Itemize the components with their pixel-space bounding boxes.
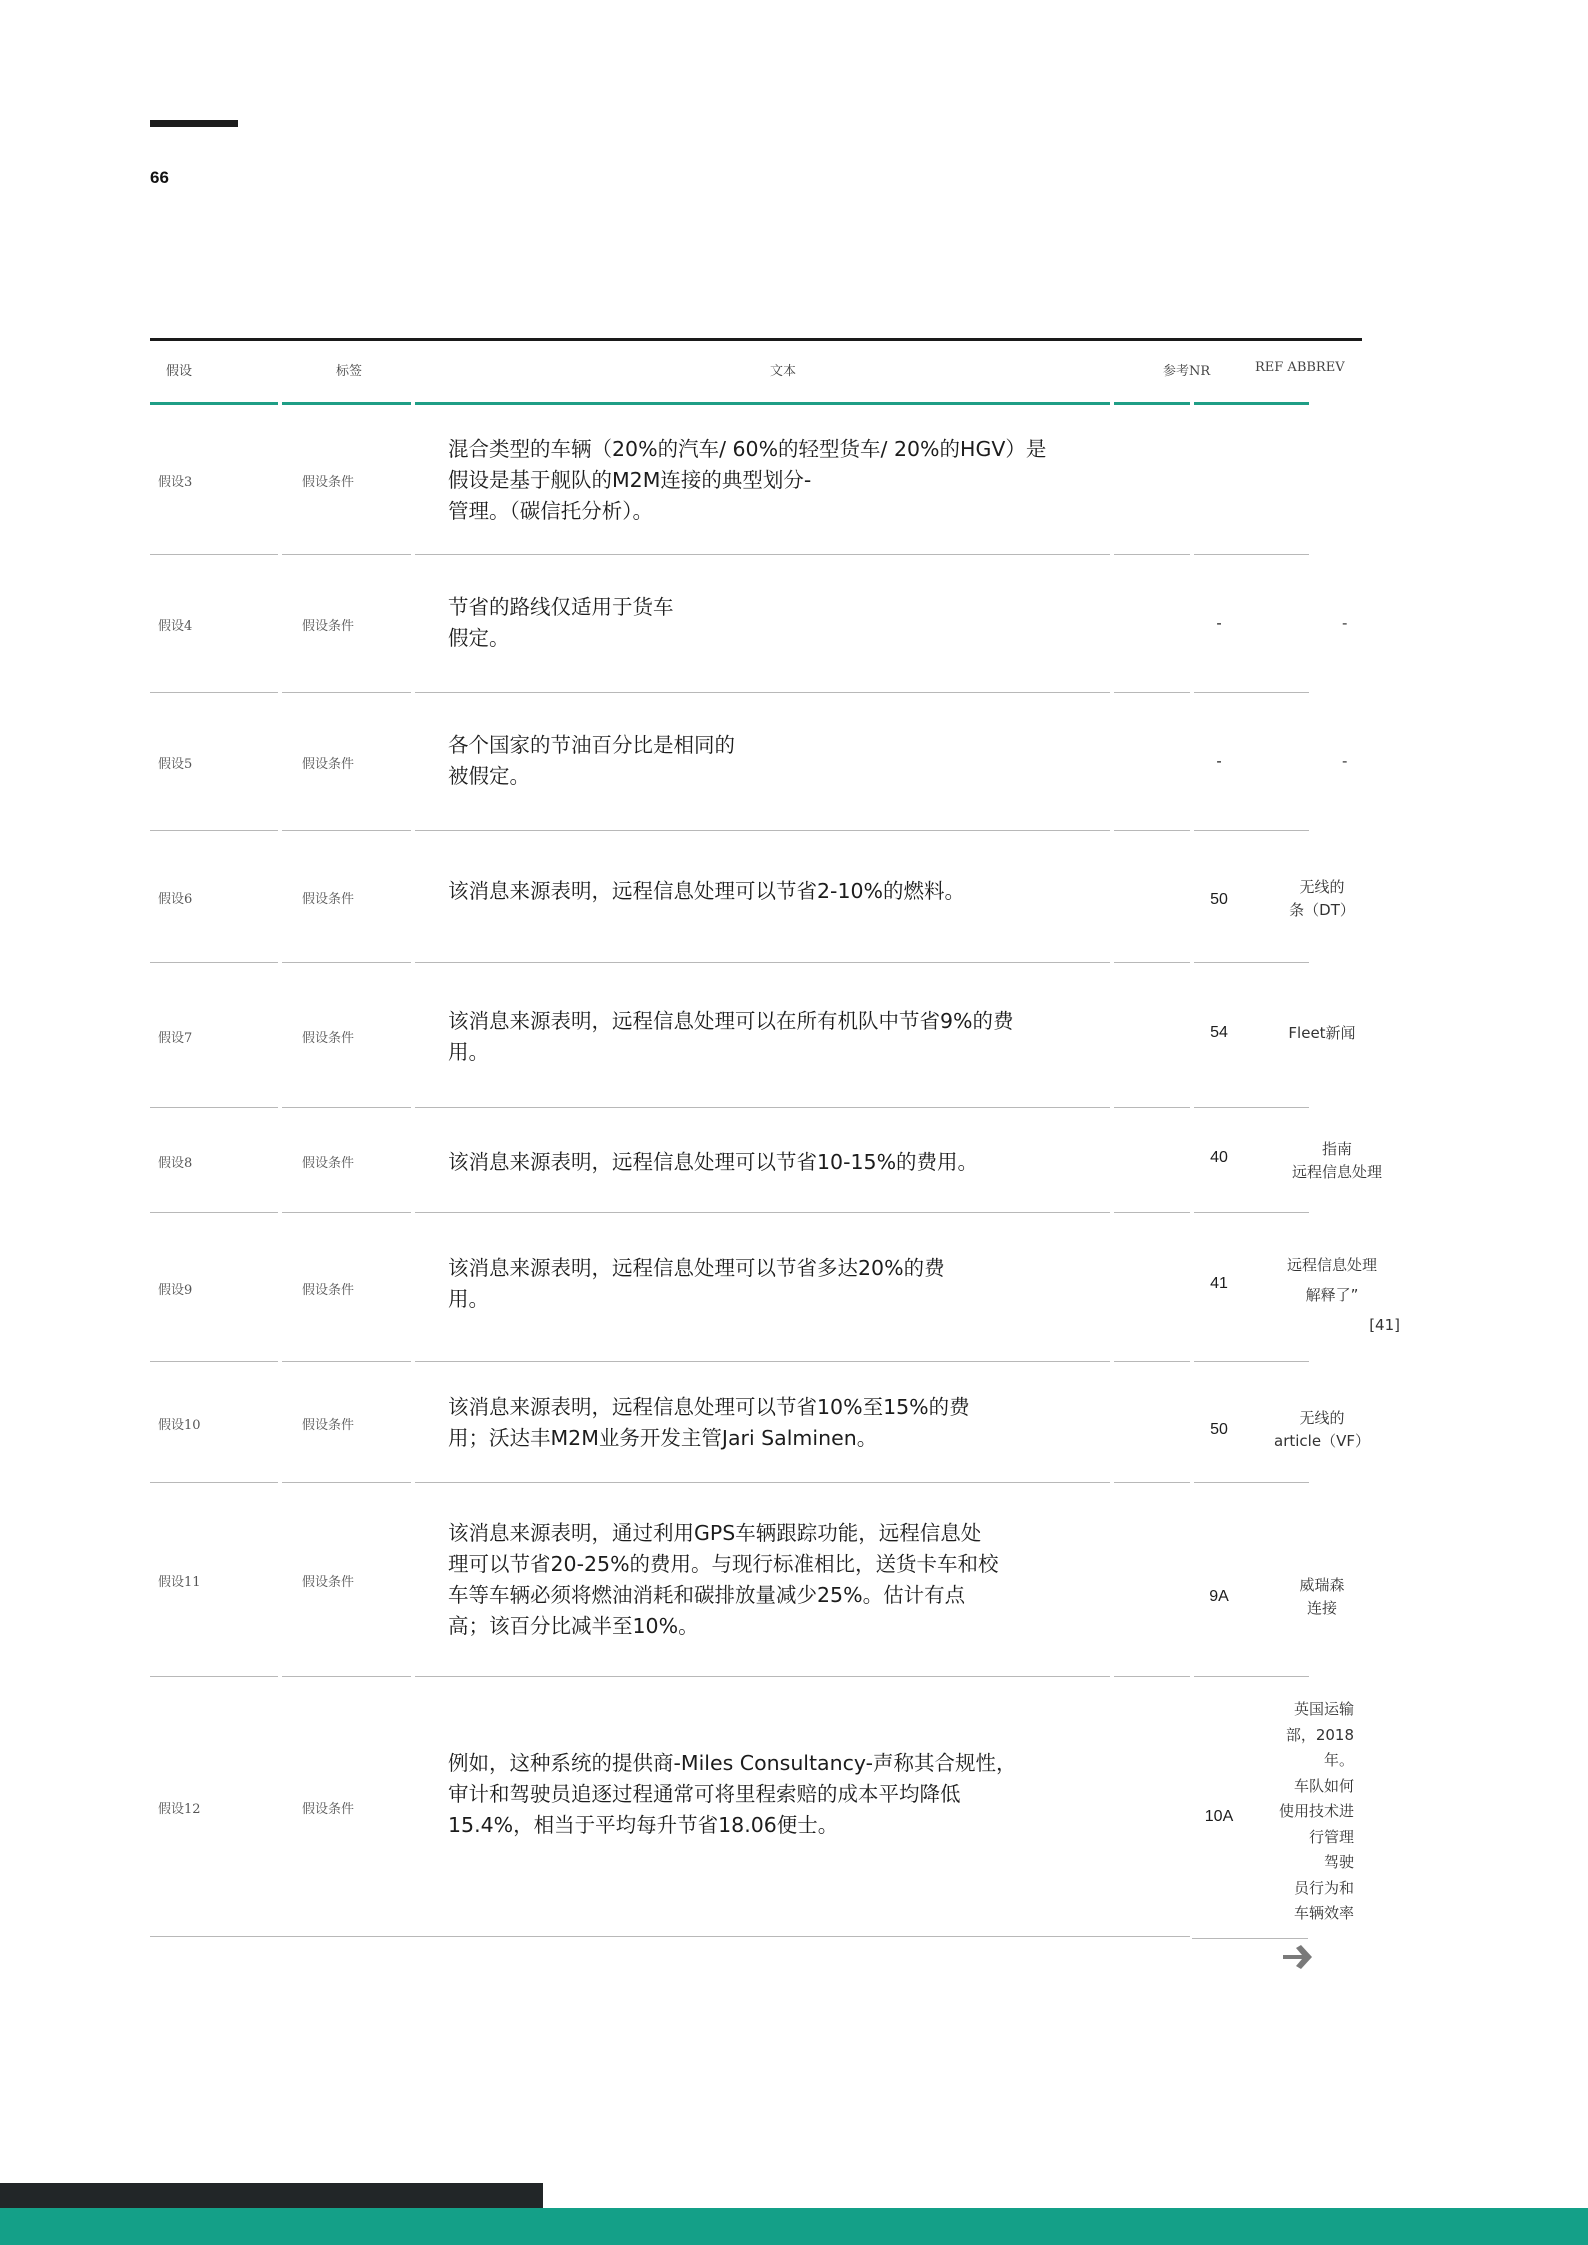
row-divider xyxy=(150,830,278,831)
row-divider xyxy=(150,554,278,555)
ref-abbrev-line: 指南 xyxy=(1321,1140,1352,1158)
row-divider xyxy=(150,1212,278,1213)
text-line: 该消息来源表明，远程信息处理可以节省多达20%的费 xyxy=(448,1256,945,1280)
ref-abbrev xyxy=(1342,750,1347,773)
row-divider xyxy=(1114,830,1190,831)
row-divider xyxy=(150,1361,278,1362)
row-divider xyxy=(150,1482,278,1483)
ref-abbrev-line: 车辆效率 xyxy=(1293,1904,1354,1922)
row-divider xyxy=(1194,554,1309,555)
text-line: 该消息来源表明，远程信息处理可以在所有机队中节省9%的费 xyxy=(448,1009,1014,1033)
ref-abbrev-line: 无线的 xyxy=(1299,878,1345,896)
assumption-text xyxy=(448,1748,1188,1841)
ref-abbrev-line: 使用技术进 xyxy=(1278,1802,1354,1820)
row-divider xyxy=(1194,1361,1309,1362)
ref-abbrev xyxy=(1262,1138,1412,1184)
ref-abbrev xyxy=(1232,1697,1354,1927)
assumption-label: 假设条件 xyxy=(302,619,355,634)
header-text: 文本 xyxy=(770,364,797,379)
assumption-text xyxy=(448,730,1188,792)
assumption-id: 假设12 xyxy=(158,1802,201,1817)
ref-abbrev-line: 远程信息处理 xyxy=(1286,1256,1377,1274)
row-divider xyxy=(1192,1938,1308,1939)
row-divider xyxy=(1194,962,1309,963)
assumption-id: 假设5 xyxy=(158,757,193,772)
header-assumption: 假设 xyxy=(166,364,193,379)
row-divider xyxy=(150,1107,278,1108)
ref-nr: - xyxy=(1216,753,1222,770)
header-underline xyxy=(1194,402,1309,405)
ref-abbrev-line: 部，2018 xyxy=(1285,1725,1354,1744)
row-divider xyxy=(282,1676,411,1677)
row-divider xyxy=(1114,1676,1190,1677)
row-divider xyxy=(415,962,1110,963)
arrow-right-icon[interactable] xyxy=(1280,1940,1314,1974)
assumption-label: 假设条件 xyxy=(302,757,355,772)
assumption-label: 假设条件 xyxy=(302,1802,355,1817)
ref-nr: 41 xyxy=(1210,1275,1228,1292)
assumption-text xyxy=(448,1392,1188,1454)
row-divider xyxy=(282,692,411,693)
ref-abbrev xyxy=(1262,1407,1382,1453)
text-line: 审计和驾驶员追逐过程通常可将里程索赔的成本平均降低 xyxy=(448,1782,961,1806)
ref-abbrev-line: article（VF） xyxy=(1274,1432,1370,1450)
assumption-id: 假设3 xyxy=(158,475,193,490)
assumption-text xyxy=(448,1147,1188,1178)
assumption-text xyxy=(448,434,1188,527)
text-line: 该消息来源表明，通过利用GPS车辆跟踪功能，远程信息处 xyxy=(448,1521,982,1545)
assumption-label: 假设条件 xyxy=(302,1575,355,1590)
ref-abbrev-line: 驾驶 xyxy=(1323,1853,1354,1871)
text-line: 各个国家的节油百分比是相同的 xyxy=(448,733,735,757)
text-line: 假定。 xyxy=(448,626,510,650)
row-divider xyxy=(415,1212,1110,1213)
ref-abbrev-line: 连接 xyxy=(1306,1599,1337,1617)
assumption-id: 假设10 xyxy=(158,1417,201,1433)
header-ref-nr: 参考NR xyxy=(1163,364,1211,379)
header-ref-abbrev: REF ABBREV xyxy=(1255,360,1345,375)
assumption-label: 假设条件 xyxy=(302,1417,355,1433)
ref-abbrev xyxy=(1262,1574,1382,1620)
assumption-id: 假设8 xyxy=(158,1155,193,1171)
text-line: 节省的路线仅适用于货车 xyxy=(448,595,674,619)
assumption-label: 假设条件 xyxy=(302,1155,355,1171)
row-divider xyxy=(1114,554,1190,555)
row-divider xyxy=(415,830,1110,831)
row-divider xyxy=(150,1936,1190,1937)
header-underline xyxy=(150,402,278,405)
assumption-id: 假设9 xyxy=(158,1282,193,1298)
row-divider xyxy=(1194,1107,1309,1108)
text-line: 用。 xyxy=(448,1040,489,1064)
ref-abbrev-line: 远程信息处理 xyxy=(1291,1163,1382,1181)
ref-abbrev-line: 英国运输 xyxy=(1293,1700,1354,1718)
row-divider xyxy=(1194,1212,1309,1213)
ref-abbrev-line: - xyxy=(1342,614,1348,632)
row-divider xyxy=(282,554,411,555)
row-divider xyxy=(282,1107,411,1108)
ref-abbrev-line: 解释了” xyxy=(1305,1286,1359,1304)
ref-nr: - xyxy=(1216,615,1222,632)
assumption-text xyxy=(448,1253,1188,1315)
text-line: 15.4%，相当于平均每升节省18.06便士。 xyxy=(448,1813,839,1837)
assumption-id: 假设11 xyxy=(158,1575,201,1590)
text-line: 用。 xyxy=(448,1287,489,1311)
ref-abbrev-line: [41] xyxy=(1369,1316,1400,1334)
row-divider xyxy=(1194,830,1309,831)
assumption-id: 假设6 xyxy=(158,892,193,907)
assumption-text xyxy=(448,876,1188,907)
assumption-id: 假设7 xyxy=(158,1030,193,1046)
ref-abbrev-line: 年。 xyxy=(1323,1751,1354,1769)
row-divider xyxy=(282,1482,411,1483)
header-underline xyxy=(415,402,1110,405)
row-divider xyxy=(282,1361,411,1362)
ref-nr: 54 xyxy=(1210,1024,1228,1041)
header-underline xyxy=(1114,402,1190,405)
ref-nr: 9A xyxy=(1209,1588,1229,1605)
header-underline xyxy=(282,402,411,405)
text-line: 高；该百分比减半至10%。 xyxy=(448,1614,699,1638)
row-divider xyxy=(415,1676,1110,1677)
row-divider xyxy=(1114,1107,1190,1108)
text-line: 假设是基于舰队的M2M连接的典型划分- xyxy=(448,468,812,492)
footer-dark-bar xyxy=(0,2183,543,2208)
ref-abbrev-line: 威瑞森 xyxy=(1299,1576,1345,1594)
assumption-text xyxy=(448,1006,1188,1068)
ref-nr: 40 xyxy=(1210,1149,1228,1166)
row-divider xyxy=(415,554,1110,555)
row-divider xyxy=(282,962,411,963)
text-line: 该消息来源表明，远程信息处理可以节省10%至15%的费 xyxy=(448,1395,970,1419)
top-rule xyxy=(150,120,238,127)
row-divider xyxy=(1114,962,1190,963)
assumption-label: 假设条件 xyxy=(302,1030,355,1046)
row-divider xyxy=(415,1107,1110,1108)
ref-abbrev-line: Fleet新闻 xyxy=(1288,1024,1356,1042)
row-divider xyxy=(150,1676,278,1677)
ref-nr: 10A xyxy=(1204,1808,1234,1825)
row-divider xyxy=(282,1212,411,1213)
assumption-label: 假设条件 xyxy=(302,1282,355,1298)
ref-abbrev-line: 无线的 xyxy=(1299,1409,1345,1427)
ref-abbrev-line: 员行为和 xyxy=(1293,1878,1354,1897)
ref-abbrev xyxy=(1262,1250,1402,1340)
text-line: 车等车辆必须将燃油消耗和碳排放量减少25%。估计有点 xyxy=(448,1583,966,1607)
ref-nr: 50 xyxy=(1210,891,1228,908)
assumption-label: 假设条件 xyxy=(302,892,355,907)
row-divider xyxy=(1194,692,1309,693)
ref-abbrev-line: 车队如何 xyxy=(1293,1776,1354,1795)
header-label: 标签 xyxy=(336,364,363,379)
row-divider xyxy=(415,1361,1110,1362)
ref-abbrev-line: 条（DT） xyxy=(1289,901,1355,919)
row-divider xyxy=(150,692,278,693)
table-top-rule xyxy=(150,338,1362,341)
row-divider xyxy=(1114,1482,1190,1483)
text-line: 用；沃达丰M2M业务开发主管Jari Salminen。 xyxy=(448,1426,878,1450)
footer-accent-bar xyxy=(0,2208,1588,2245)
text-line: 混合类型的车辆（20%的汽车/ 60%的轻型货车/ 20%的HGV）是 xyxy=(448,437,1047,461)
row-divider xyxy=(415,692,1110,693)
ref-nr: 50 xyxy=(1210,1421,1228,1438)
ref-abbrev xyxy=(1342,612,1347,635)
assumption-text xyxy=(448,1518,1188,1642)
text-line: 例如，这种系统的提供商-Miles Consultancy-声称其合规性， xyxy=(448,1751,1017,1775)
ref-abbrev-line: 行管理 xyxy=(1308,1827,1354,1846)
row-divider xyxy=(415,1482,1110,1483)
assumption-text xyxy=(448,592,1188,654)
text-line: 被假定。 xyxy=(448,764,530,788)
row-divider xyxy=(1114,692,1190,693)
row-divider xyxy=(1194,1482,1309,1483)
text-line: 该消息来源表明，远程信息处理可以节省2-10%的燃料。 xyxy=(448,879,966,903)
text-line: 理可以节省20-25%的费用。与现行标准相比，送货卡车和校 xyxy=(448,1552,999,1576)
ref-abbrev xyxy=(1262,1022,1382,1045)
text-line: 该消息来源表明，远程信息处理可以节省10-15%的费用。 xyxy=(448,1150,979,1174)
assumption-id: 假设4 xyxy=(158,619,193,634)
row-divider xyxy=(150,962,278,963)
row-divider xyxy=(1114,1212,1190,1213)
row-divider xyxy=(1114,1361,1190,1362)
text-line: 管理。（碳信托分析）。 xyxy=(448,499,653,523)
row-divider xyxy=(282,830,411,831)
page-number: 66 xyxy=(150,168,169,187)
assumption-label: 假设条件 xyxy=(302,475,355,490)
row-divider xyxy=(1194,1676,1309,1677)
ref-abbrev xyxy=(1262,876,1382,922)
ref-abbrev-line: - xyxy=(1342,752,1348,770)
